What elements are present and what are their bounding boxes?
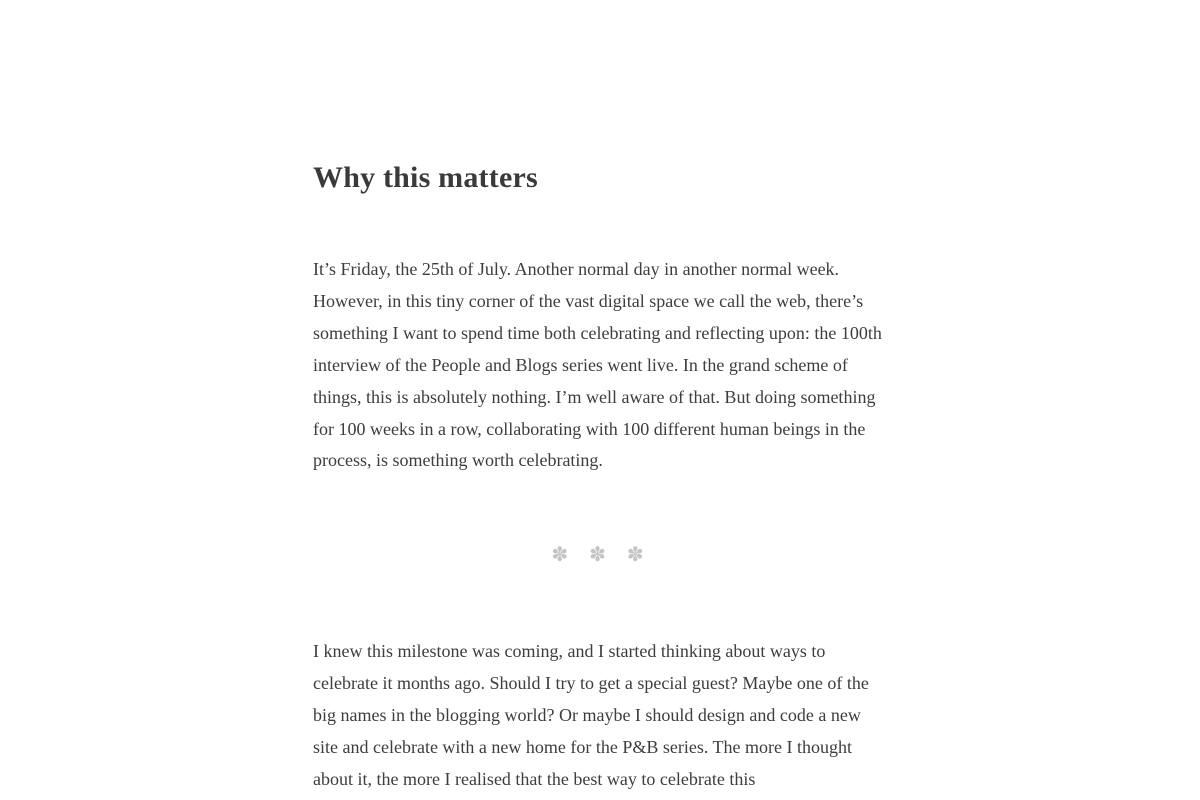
asterism-icon: ✽: [626, 544, 650, 566]
asterism-icon: ✽: [589, 544, 612, 566]
section-heading: Why this matters: [313, 161, 538, 194]
section-divider: [313, 540, 888, 570]
paragraph-milestone: I knew this milestone was coming, and I started thinking about ways to celebrate it months ago. Should I try to get a special guest? Maybe one of the big names in the blogging world? Or maybe I should design and code a new site and celebrate with a new home for the P&B series. The more I thought about it, the more I realised that the best way to celebrate this: [313, 641, 869, 789]
paragraph-intro: It’s Friday, the 25th of July. Another normal day in another normal week. However, in this tiny corner of the vast digital space we call the web, there’s something I want to spend time both celebrating and reflecting upon: the 100th interview of the People and Blogs series went live. In the grand scheme of things, this is absolutely nothing. I’m well aware of that. But doing something for 100 weeks in a row, collaborating with 100 different human beings in the process, is something worth celebrating.: [313, 259, 882, 471]
asterism-icon: ✽: [551, 544, 575, 566]
